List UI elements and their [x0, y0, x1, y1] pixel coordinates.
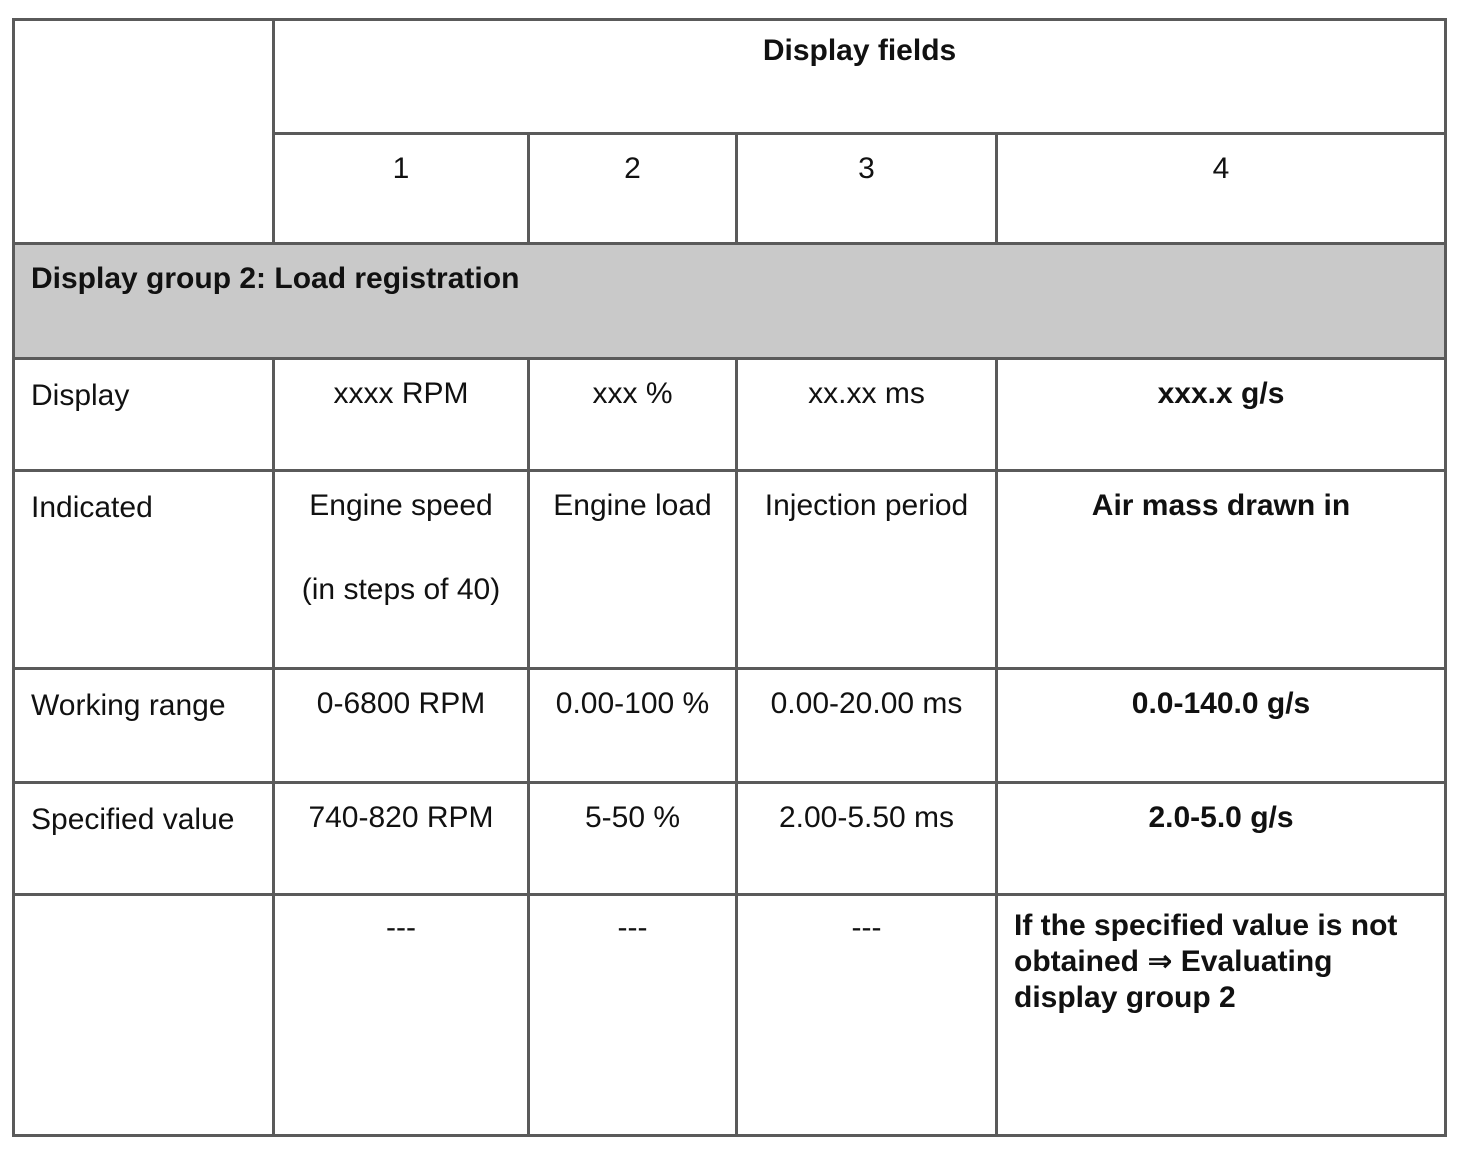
display-value-2: xxx % — [529, 359, 737, 471]
display-group-table — [12, 18, 1447, 1137]
display-value-1: xxxx RPM — [274, 359, 529, 471]
display-fields-heading: Display fields — [274, 20, 1446, 134]
header-title-row — [14, 20, 1446, 134]
remarks-value-3: --- — [737, 895, 997, 1136]
working-range-value-2: 0.00-100 % — [529, 669, 737, 783]
display-row — [14, 359, 1446, 471]
indicated-value-4: Air mass drawn in — [997, 471, 1446, 669]
row-label-indicated: Indicated — [14, 471, 274, 669]
row-label-display: Display — [14, 359, 274, 471]
working-range-value-4: 0.0-140.0 g/s — [997, 669, 1446, 783]
working-range-value-3: 0.00-20.00 ms — [737, 669, 997, 783]
display-group-title: Display group 2: Load registration — [14, 244, 1446, 359]
indicated-value-3: Injection period — [737, 471, 997, 669]
specified-value-2: 5-50 % — [529, 783, 737, 895]
group-title-row — [14, 244, 1446, 359]
field-number-2: 2 — [529, 134, 737, 244]
field-number-3: 3 — [737, 134, 997, 244]
display-group-table-frame — [12, 18, 1444, 1134]
specified-value-1: 740-820 RPM — [274, 783, 529, 895]
display-value-3: xx.xx ms — [737, 359, 997, 471]
indicated-row — [14, 471, 1446, 669]
remarks-value-2: --- — [529, 895, 737, 1136]
specified-value-3: 2.00-5.50 ms — [737, 783, 997, 895]
row-label-working-range: Working range — [14, 669, 274, 783]
indicated-value-2: Engine load — [529, 471, 737, 669]
corner-cell — [14, 20, 274, 244]
specified-value-row — [14, 783, 1446, 895]
indicated-value-1-text: Engine speed — [309, 489, 493, 522]
remarks-note: If the specified value is not obtained ⇒ Evaluating display group 2 — [997, 895, 1446, 1136]
remarks-row — [14, 895, 1446, 1136]
remarks-value-1: --- — [274, 895, 529, 1136]
indicated-value-1 — [274, 471, 529, 669]
field-number-1: 1 — [274, 134, 529, 244]
specified-value-4: 2.0-5.0 g/s — [997, 783, 1446, 895]
row-label-specified-value: Specified value — [14, 783, 274, 895]
working-range-row — [14, 669, 1446, 783]
display-value-4: xxx.x g/s — [997, 359, 1446, 471]
indicated-value-1-note: (in steps of 40) — [301, 573, 501, 606]
working-range-value-1: 0-6800 RPM — [274, 669, 529, 783]
row-label-remarks — [14, 895, 274, 1136]
field-number-4: 4 — [997, 134, 1446, 244]
